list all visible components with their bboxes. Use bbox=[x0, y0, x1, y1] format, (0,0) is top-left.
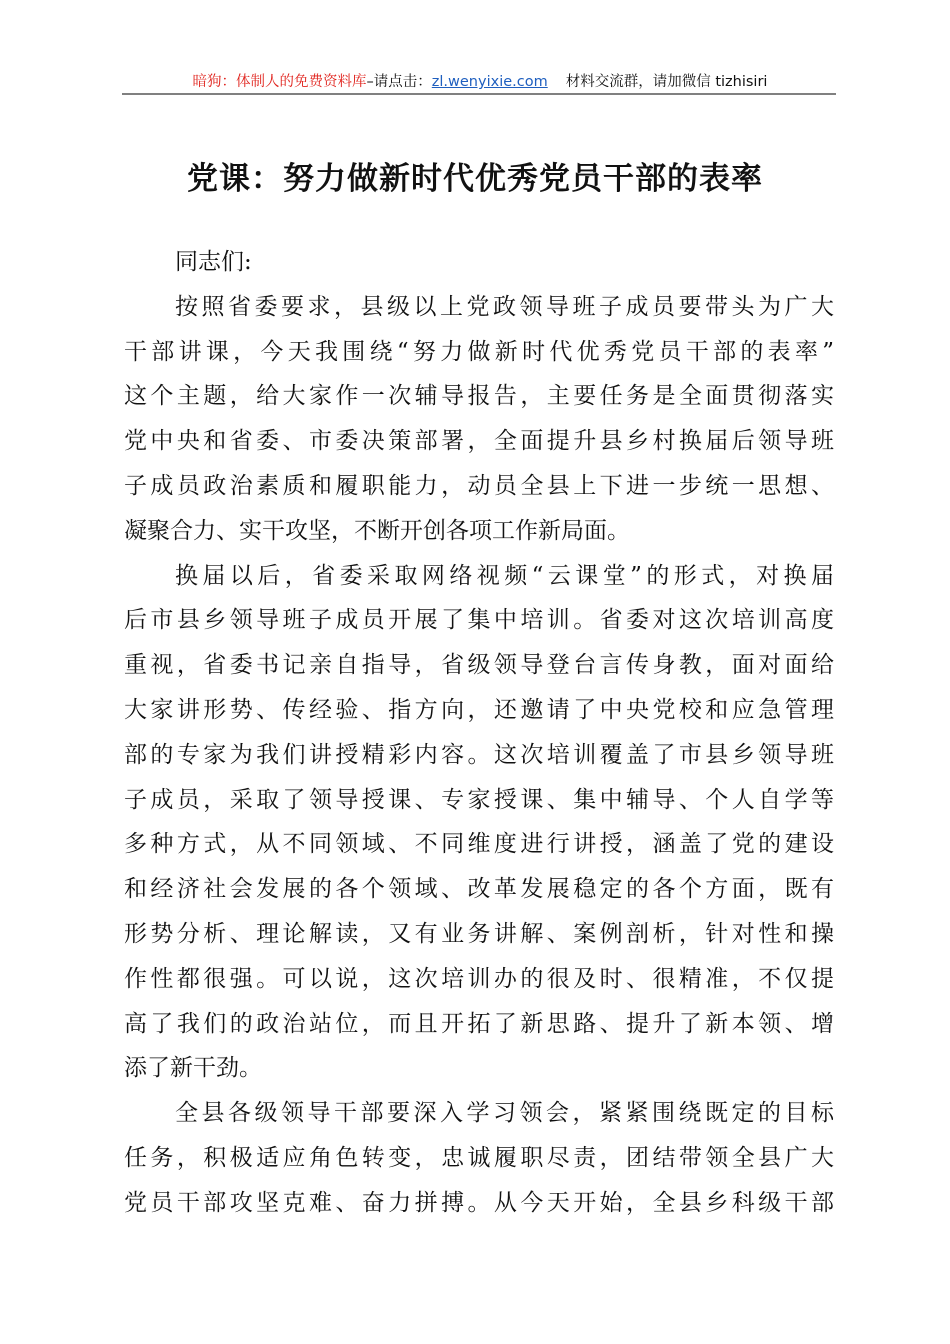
header-link[interactable]: zl.wenyixie.com bbox=[431, 74, 548, 90]
paragraph-line: 重视，省委书记亲自指导，省级领导登台言传身教，面对面给 bbox=[124, 652, 834, 679]
paragraph-line: 后市县乡领导班子成员开展了集中培训。省委对这次培训高度 bbox=[124, 607, 834, 634]
paragraph-line: 子成员政治素质和履职能力，动员全县上下进一步统一思想、 bbox=[124, 472, 834, 499]
salutation: 同志们: bbox=[175, 249, 252, 275]
header-prompt: –请点击： bbox=[366, 74, 432, 90]
paragraph-line: 添了新干劲。 bbox=[124, 1055, 262, 1082]
paragraph-line: 党员干部攻坚克难、奋力拼搏。从今天开始，全县乡科级干部 bbox=[124, 1189, 834, 1216]
document-title: 党课：努力做新时代优秀党员干部的表率 bbox=[187, 161, 763, 197]
header-rule bbox=[122, 93, 836, 95]
paragraph-line: 党中央和省委、市委决策部署，全面提升县乡村换届后领导班 bbox=[124, 428, 834, 455]
paragraph-line: 作性都很强。可以说，这次培训办的很及时、很精准，不仅提 bbox=[124, 965, 834, 992]
header-brand: 暗狗：体制人的免费资料库 bbox=[192, 74, 367, 90]
paragraph-line: 任务，积极适应角色转变，忠诚履职尽责，团结带领全县广大 bbox=[124, 1144, 834, 1171]
page-header bbox=[124, 70, 836, 92]
document-body bbox=[124, 240, 834, 1226]
header-wechat: 材料交流群，请加微信 tizhisiri bbox=[565, 74, 768, 90]
paragraph-line: 高了我们的政治站位，而且开拓了新思路、提升了新本领、增 bbox=[124, 1010, 834, 1037]
paragraph-line: 这个主题，给大家作一次辅导报告，主要任务是全面贯彻落实 bbox=[124, 383, 834, 410]
paragraph-line: 换届以后，省委采取网络视频“云课堂”的形式，对换届 bbox=[175, 562, 834, 589]
paragraph-line: 子成员，采取了领导授课、专家授课、集中辅导、个人自学等 bbox=[124, 786, 834, 813]
paragraph-line: 按照省委要求，县级以上党政领导班子成员要带头为广大 bbox=[175, 293, 834, 320]
paragraph-line: 大家讲形势、传经验、指方向，还邀请了中央党校和应急管理 bbox=[124, 696, 834, 723]
paragraph-line: 凝聚合力、实干攻坚，不断开创各项工作新局面。 bbox=[124, 517, 630, 544]
paragraph-line: 多种方式，从不同领域、不同维度进行讲授，涵盖了党的建设 bbox=[124, 831, 834, 858]
paragraph-line: 形势分析、理论解读，又有业务讲解、案例剖析，针对性和操 bbox=[124, 920, 834, 947]
paragraph-line: 部的专家为我们讲授精彩内容。这次培训覆盖了市县乡领导班 bbox=[124, 741, 834, 768]
paragraph-line: 干部讲课，今天我围绕“努力做新时代优秀党员干部的表率” bbox=[124, 338, 834, 365]
paragraph-line: 全县各级领导干部要深入学习领会，紧紧围绕既定的目标 bbox=[175, 1100, 834, 1127]
paragraph-line: 和经济社会发展的各个领域、改革发展稳定的各个方面，既有 bbox=[124, 876, 834, 903]
